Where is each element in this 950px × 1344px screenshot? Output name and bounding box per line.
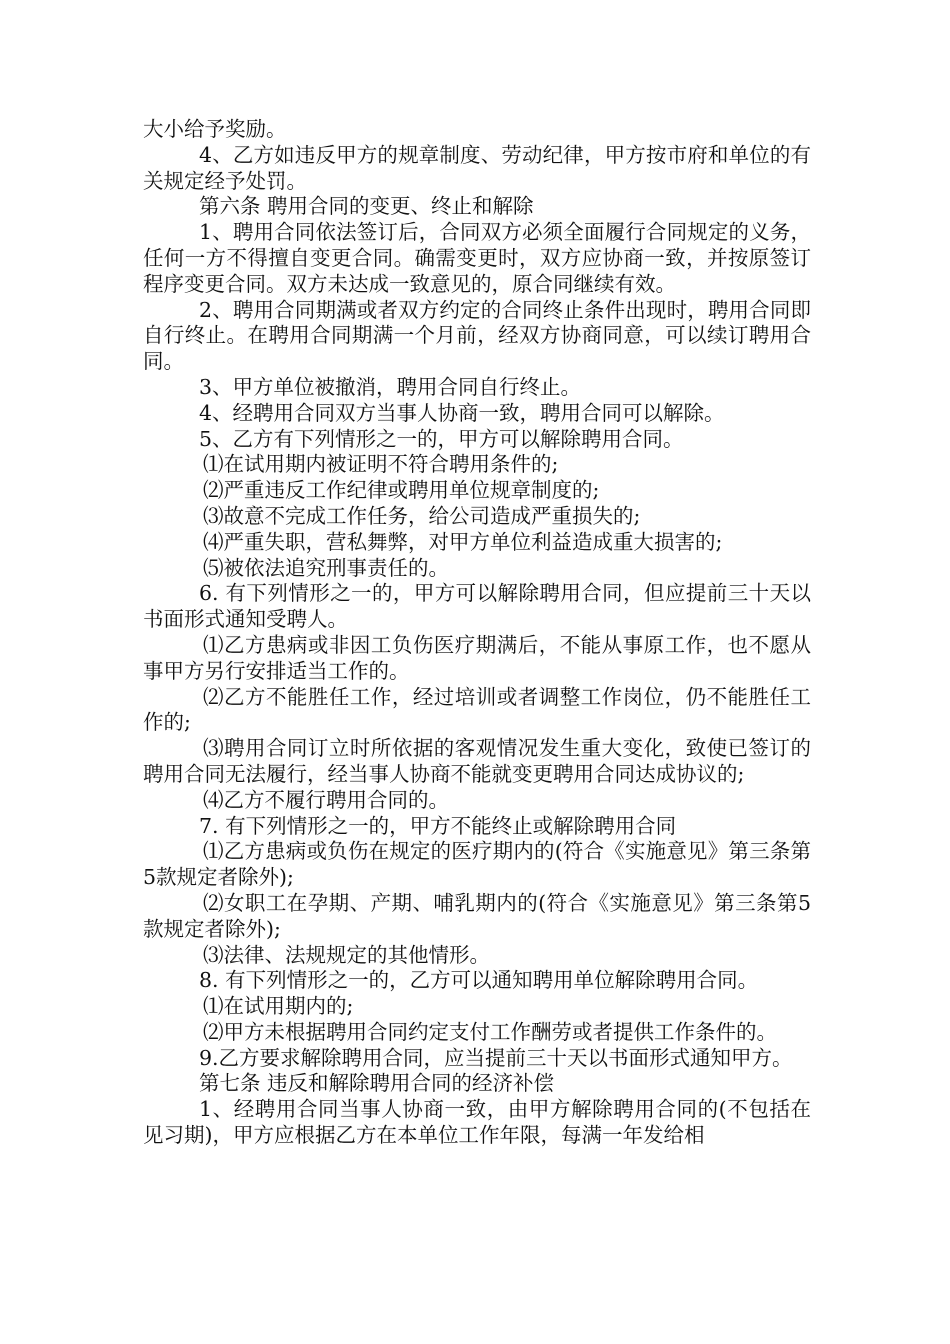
paragraph: 4、乙方如违反甲方的规章制度、劳动纪律，甲方按市府和单位的有关规定经予处罚。: [143, 142, 811, 193]
paragraph: 8. 有下列情形之一的，乙方可以通知聘用单位解除聘用合同。: [199, 968, 759, 993]
list-item: ⑵女职工在孕期、产期、哺乳期内的(符合《实施意见》第三条第5款规定者除外);: [143, 890, 811, 941]
list-item: ⑴在试用期内被证明不符合聘用条件的;: [203, 452, 559, 477]
list-item: ⑸被依法追究刑事责任的。: [203, 555, 449, 580]
section-heading: 第七条 违反和解除聘用合同的经济补偿: [199, 1071, 555, 1096]
paragraph: 6. 有下列情形之一的，甲方可以解除聘用合同，但应提前三十天以书面形式通知受聘人。: [143, 581, 811, 632]
list-item: ⑷乙方不履行聘用合同的。: [203, 787, 449, 812]
paragraph: 5、乙方有下列情形之一的，甲方可以解除聘用合同。: [199, 426, 684, 451]
section-heading: 第六条 聘用合同的变更、终止和解除: [199, 194, 534, 219]
paragraph: 7. 有下列情形之一的，甲方不能终止或解除聘用合同: [199, 813, 677, 838]
paragraph: 2、聘用合同期满或者双方约定的合同终止条件出现时，聘用合同即自行终止。在聘用合同期满一个月前，经双方协商同意，可以续订聘用合同。: [143, 297, 811, 374]
list-item: ⑷严重失职，营私舞弊，对甲方单位利益造成重大损害的;: [203, 529, 723, 554]
list-item: ⑶聘用合同订立时所依据的客观情况发生重大变化，致使已签订的聘用合同无法履行，经当事人协商不能就变更聘用合同达成协议的;: [143, 736, 811, 786]
paragraph: 1、经聘用合同当事人协商一致，由甲方解除聘用合同的(不包括在见习期)，甲方应根据乙方在本单位工作年限，每满一年发给相: [143, 1097, 811, 1148]
paragraph: 1、聘用合同依法签订后，合同双方必须全面履行合同规定的义务，任何一方不得擅自变更合同。确需变更时，双方应协商一致，并按原签订程序变更合同。双方未达成一致意见的，原合同继续有效。: [143, 220, 811, 296]
list-item: ⑶法律、法规规定的其他情形。: [203, 942, 490, 967]
paragraph: 4、经聘用合同双方当事人协商一致，聘用合同可以解除。: [199, 400, 725, 425]
list-item: ⑴乙方患病或非因工负伤医疗期满后，不能从事原工作，也不愿从事甲方另行安排适当工作的。: [143, 632, 811, 683]
list-item: ⑴乙方患病或负伤在规定的医疗期内的(符合《实施意见》第三条第5款规定者除外);: [143, 839, 811, 890]
paragraph: 大小给予奖励。: [143, 117, 287, 141]
list-item: ⑴在试用期内的;: [203, 994, 354, 1019]
list-item: ⑶故意不完成工作任务，给公司造成严重损失的;: [203, 503, 641, 528]
document-body: [143, 117, 811, 1149]
list-item: ⑵乙方不能胜任工作，经过培训或者调整工作岗位，仍不能胜任工作的;: [143, 684, 811, 735]
paragraph: 3、甲方单位被撤消，聘用合同自行终止。: [199, 374, 582, 399]
list-item: ⑵严重违反工作纪律或聘用单位规章制度的;: [203, 478, 600, 503]
list-item: ⑵甲方未根据聘用合同约定支付工作酬劳或者提供工作条件的。: [203, 1019, 777, 1044]
paragraph: 9.乙方要求解除聘用合同，应当提前三十天以书面形式通知甲方。: [199, 1045, 793, 1070]
